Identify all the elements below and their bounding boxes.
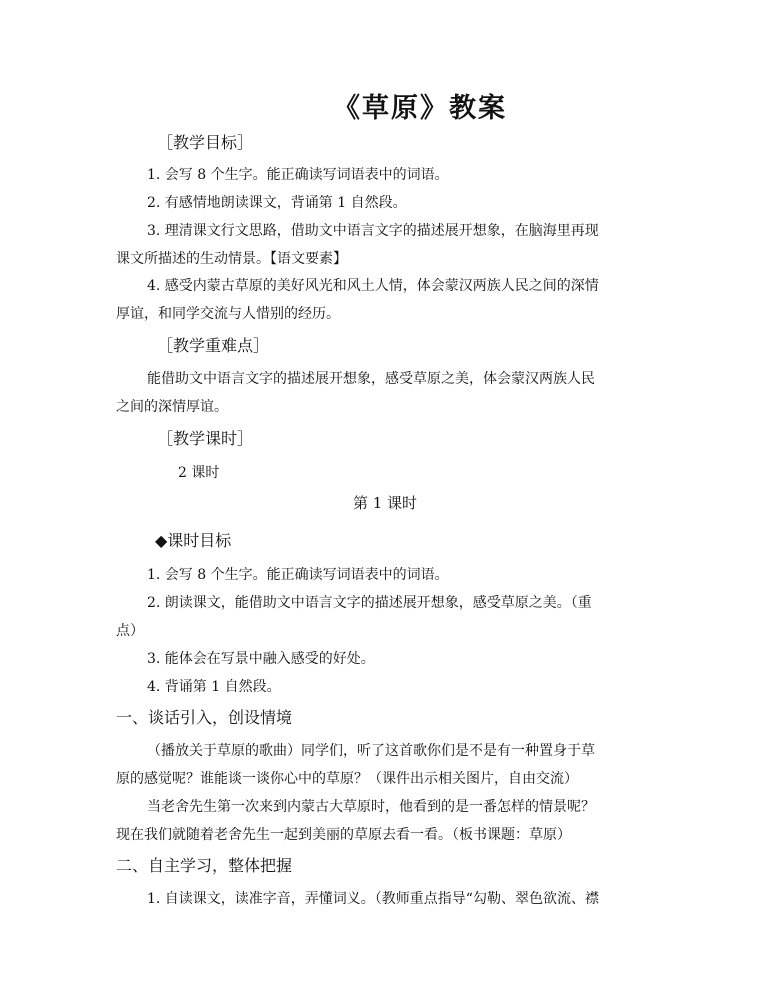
hours-heading: ［教学课时］	[157, 429, 254, 448]
document-title: 《草原》教案	[333, 93, 507, 124]
lesson1-heading: 第 1 课时	[352, 494, 418, 512]
part1-line: （播放关于草原的歌曲）同学们，听了这首歌你们是不是有一种置身于草	[147, 743, 595, 759]
objective-item: 4. 感受内蒙古草原的美好风光和风土人情，体会蒙汉两族人民之间的深情	[147, 278, 599, 294]
objective-item: 2. 有感情地朗读课文，背诵第 1 自然段。	[147, 195, 407, 211]
hours-value: 2 课时	[178, 465, 220, 481]
keypoints-line: 能借助文中语言文字的描述展开想象，感受草原之美，体会蒙汉两族人民	[147, 371, 595, 387]
part1-line: 原的感觉呢？谁能谈一谈你心中的草原？（课件出示相关图片，自由交流）	[116, 771, 578, 787]
objective-item: 3. 理清课文行文思路，借助文中语言文字的描述展开想象，在脑海里再现	[147, 223, 599, 239]
lesson1-goal: 4. 背诵第 1 自然段。	[147, 679, 281, 695]
part2-heading: 二、自主学习，整体把握	[116, 856, 293, 875]
lesson1-goal: 2. 朗读课文，能借助文中语言文字的描述展开想象，感受草原之美。（重	[147, 595, 592, 611]
lesson1-goal: 3. 能体会在写景中融入感受的好处。	[147, 651, 375, 667]
lesson1-goal-continued: 点）	[116, 623, 144, 639]
part1-line: 现在我们就随着老舍先生一起到美丽的草原去看一看。（板书课题：草原）	[116, 827, 571, 843]
part1-line: 当老舍先生第一次来到内蒙古大草原时，他看到的是一番怎样的情景呢？	[147, 799, 595, 815]
keypoints-line: 之间的深情厚谊。	[116, 399, 228, 415]
objective-item-continued: 厚谊，和同学交流与人惜别的经历。	[116, 306, 340, 322]
part1-heading: 一、谈话引入，创设情境	[116, 708, 293, 727]
objective-item-continued: 课文所描述的生动情景。【语文要素】	[116, 251, 347, 267]
keypoints-heading: ［教学重难点］	[157, 336, 270, 355]
objectives-heading: ［教学目标］	[157, 133, 254, 152]
lesson1-goals-heading: ◆课时目标	[155, 531, 232, 550]
lesson1-goal: 1. 会写 8 个生字。能正确读写词语表中的词语。	[147, 567, 449, 583]
objective-item: 1. 会写 8 个生字。能正确读写词语表中的词语。	[147, 167, 449, 183]
part2-line: 1. 自读课文，读准字音，弄懂词义。（教师重点指导“勾勒、翠色欲流、襟	[147, 891, 599, 907]
